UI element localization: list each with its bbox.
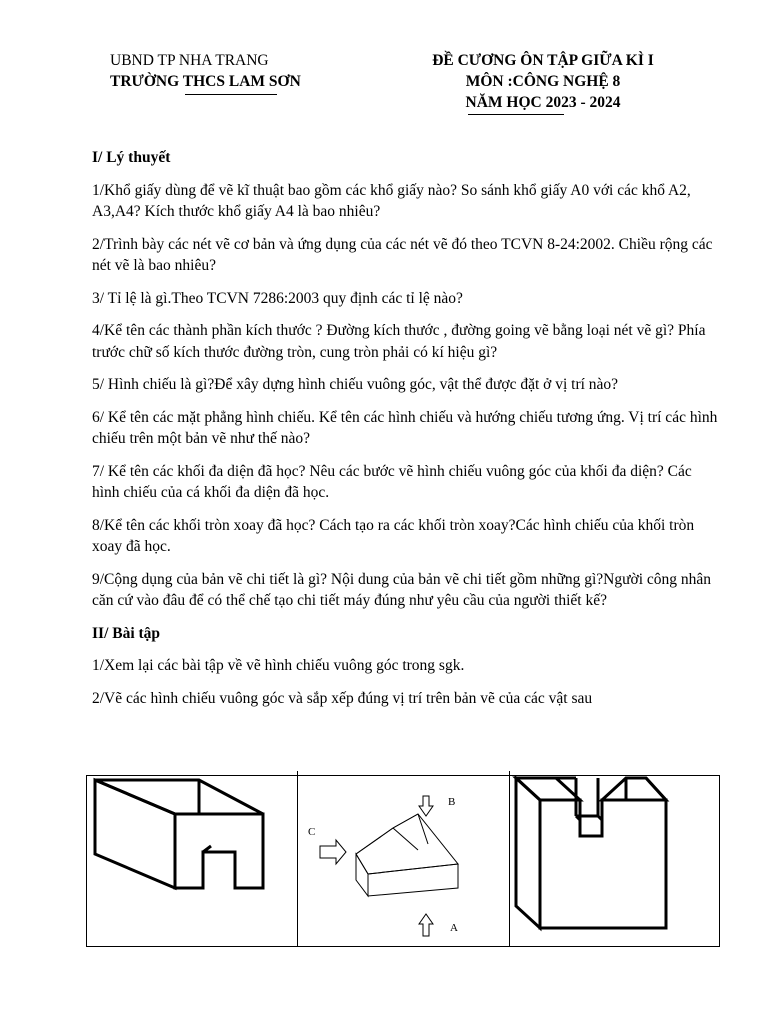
school-year: NĂM HỌC 2023 - 2024 [465,94,621,111]
question-3: 3/ Tỉ lệ là gì.Theo TCVN 7286:2003 quy định các tỉ lệ nào? [92,289,463,307]
theory-heading: I/ Lý thuyết [92,149,171,166]
label-a: A [450,922,458,934]
document-title: ĐỀ CƯƠNG ÔN TẬP GIỮA KÌ I [432,52,654,69]
arrow-c-icon [320,840,346,864]
figures-table [86,775,720,947]
question-8: 8/Kể tên các khối tròn xoay đã học? Cách tạo ra các khối tròn xoay?Các hình chiếu của khối tròn xoay đã học. [92,516,695,555]
exercise-2: 2/Vẽ các hình chiếu vuông góc và sắp xếp đúng vị trí trên bản vẽ của các vật sau [92,689,593,707]
question-7: 7/ Kể tên các khối đa diện đã học? Nêu các bước vẽ hình chiếu vuông góc của khối đa diện? Các hình chiếu của cá khối đa diện đã học. [92,462,692,501]
arrow-b-icon [419,796,433,816]
question-2: 2/Trình bày các nét vẽ cơ bản và ứng dụng của các nét vẽ đó theo TCVN 8-24:2002. Chiều rộng các nét vẽ là bao nhiêu? [92,235,713,274]
school-underline [185,94,277,95]
question-9: 9/Cộng dụng của bản vẽ chi tiết là gì? Nội dung của bản vẽ chi tiết gồm những gì?Người công nhân căn cứ vào đâu để có thể chế tạo chi tiết máy đúng như yêu cầu của người thiết kế? [92,570,712,609]
document-body [92,147,722,720]
school-name: TRƯỜNG THCS LAM SƠN [110,73,301,90]
label-b: B [448,796,456,808]
figure-2-house-drawing [298,776,509,946]
figure-2-cell [298,776,509,946]
header-left [110,50,301,92]
authority-name: UBND TP NHA TRANG [110,52,269,69]
exercises-heading: II/ Bài tập [92,624,161,642]
figure-1-cell [87,776,297,946]
question-6: 6/ Kể tên các mặt phẳng hình chiếu. Kể tên các hình chiếu và hướng chiếu tương ứng. Vị trí các hình chiếu trên một bản vẽ như thế nào? [92,408,718,447]
figure-3-u-block-drawing [510,776,720,946]
question-1: 1/Khổ giấy dùng để vẽ kĩ thuật bao gồm các khổ giấy nào? So sánh khổ giấy A0 với các khổ A2, A3,A4? Kích thước khổ giấy A4 là bao nhiêu? [92,181,691,220]
question-5: 5/ Hình chiếu là gì?Để xây dựng hình chiếu vuông góc, vật thể được đặt ở vị trí nào? [92,376,619,393]
arrow-a-icon [419,914,433,936]
question-4: 4/Kể tên các thành phần kích thước ? Đường kích thước , đường going vẽ bằng loại nét vẽ gì? Phía trước chữ số kích thước đường tròn, cung tròn phải có kí hiệu gì? [92,322,706,361]
label-c: C [308,826,316,838]
header-right [398,50,688,113]
exercise-1: 1/Xem lại các bài tập về vẽ hình chiếu vuông góc trong sgk. [92,657,465,674]
figure-3-cell [510,776,720,946]
subject-line: MÔN :CÔNG NGHỆ 8 [465,73,621,90]
year-underline [468,114,564,115]
figure-1-block-drawing [87,776,297,946]
